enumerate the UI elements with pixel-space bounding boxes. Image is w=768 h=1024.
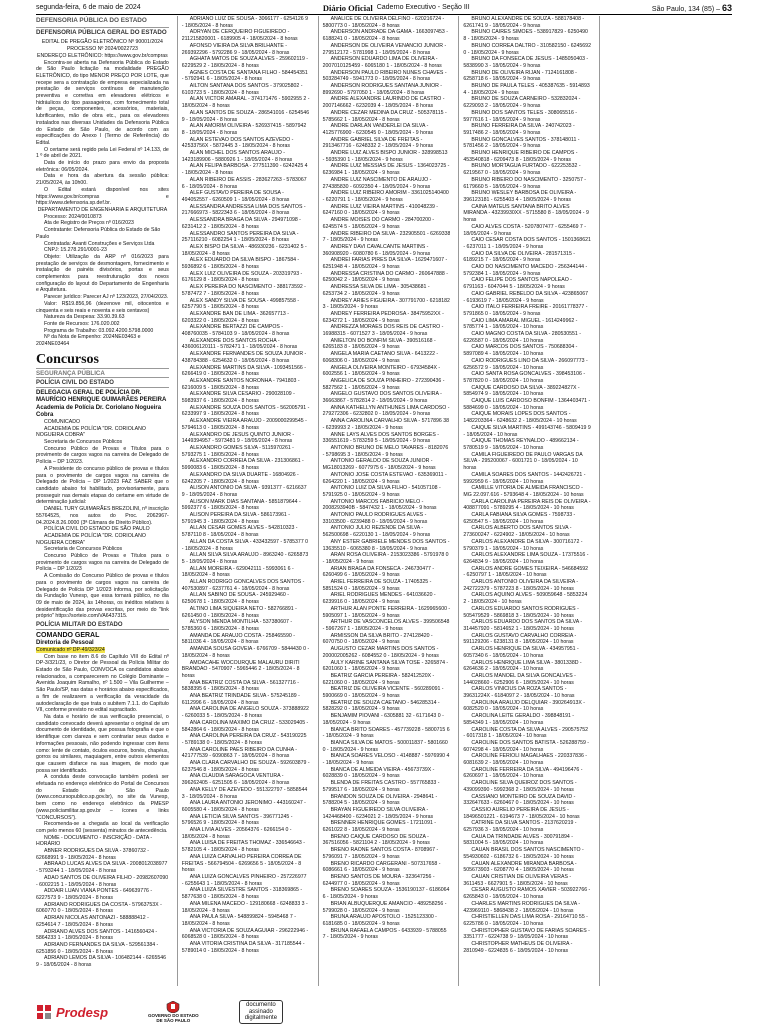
list-item: ANDRE LUIZ MESSIAS DE JESUS - 1364023725 - 6236984 1 - 18/05/2024 - 9 horas — [322, 163, 450, 177]
list-item: CAIO DO NASCIMENTO MACEDO - 256344144 - 5792384 1 - 18/05/2024 - 9 horas — [463, 264, 588, 277]
header-title-group — [323, 3, 470, 13]
list-item: CARLOS EDUARDO DOS SANTOS DA SILVA - 314457920 - 5814652 1 - 18/05/2024 - 10 horas — [463, 619, 583, 632]
list-item: AGNES COSTA DE SANTANA FILHO - 584454351 - 5792941 6 - 18/05/2024 - 8 horas — [181, 69, 308, 83]
signed-line-3: digitalmente — [244, 1015, 278, 1022]
comunicado-paragraph: Secretaria de Concursos Públicos — [44, 546, 123, 553]
list-item: CAIO ALVES COSTA - 5207807477 - 6255469 7 - 18/05/2024 - 9 horas — [463, 223, 586, 237]
list-item: BRUNO DE OLIVEIRA RIJAN - 7124161808 - 6258718 6 - 18/05/2024 - 9 horas — [463, 69, 577, 83]
list-item: ANY ESTER GABRIELE MENDES DOS SANTOS - 13635510 - 6065380 8 - 18/05/2024 - 9 horas — [322, 538, 450, 552]
list-item: CHRISTOPHER GUSTAVO DE FARIAS SOARES - 3351777 - 6224738 9 - 18/05/2024 - 10 horas — [463, 927, 590, 941]
edital-line: PROCESSO Nº 2024/0022723 — [66, 46, 138, 53]
list-item: ADRIANO ALVES DOS SANTOS - 1416560424 - 5864233 1 - 18/05/2024 - 8 horas — [36, 928, 158, 942]
list-item: CAROLINA LEITE GERALDO - 398848191 - 5854349 1 - 18/05/2024 - 10 horas — [463, 713, 575, 726]
pm-paragraph: Com base no item 8.6 do Capítulo VIII do Edital nº DP-3/321/23, o Diretor de Pessoal da Polícia Militar do Estado de São Paulo, CONVOCA os candidatos abaixo relacionados, a comparecerem no Colégio Dominante – Avenida Joaquim Ramalho, nº 1.500 – Vila Guilherme – São Paulo/SP, nas datas e horários abaixo especificados, a fim de realizarem a verificação da veracidade da autodeclaração de que trata o subitem 7.1.1. do Capítulo VII, conforme previsto no edital supracitado. — [36, 653, 169, 714]
list-item: BENJAMIM PIOVANI - 6305881 32 - 6171643 0 - 18/05/2024 - 9 horas — [322, 713, 444, 726]
column-3 — [318, 16, 451, 986]
list-item: ADRYAN DE CERQUEIRO FIGUEIREDO - 211215820001 - 6189905 4 - 18/05/2024 - 8 horas — [181, 29, 298, 43]
column-4 — [458, 16, 591, 986]
list-item: ALEX BISPO DA SILVA - 486930236 - 6231402 5 - 18/05/2024 - 8 horas — [181, 243, 307, 257]
list-item: ALEX LUIZ OLIVEIRA DE SOUZA - 203319793 - 6176129 8 - 18/05/2024 - 8 horas — [181, 270, 303, 284]
list-item: BRUNO RIBEIRO DO NASCIMENTO - 3250757 - 6179660 5 - 18/05/2024 - 9 horas — [463, 176, 587, 190]
list-item: ANTONIO GERALDO DE SOUZA JUNIOR - MG18013269 - 6077975 6 - 18/05/2024 - 9 horas — [322, 458, 436, 472]
list-item: CAIO MARCOS DOS SANTOS - 750688304 - 5897089 4 - 18/05/2024 - 10 horas — [463, 344, 578, 358]
edital-paragraph: Data e hora da abertura da sessão pública: 21/05/2024, às 10h00. — [36, 173, 169, 187]
list-item: CAIO SANTA ROSA GONCALVES - 398453106 - 5787820 0 - 18/05/2024 - 10 horas — [463, 371, 586, 384]
list-item: ANDERSON ANDRADE DA GAMA - 1663097453 - 6188241 0 - 18/05/2024 - 8 horas — [322, 29, 448, 43]
list-item: ANTONIO JULIO REZENDE DA SILVA - 562500698 - 6220130 1 - 18/05/2024 - 9 horas — [322, 525, 431, 539]
list-item: ANNE LAYS ALVES DOS SANTOS BORGES - 336551619 - 5783259 5 - 18/05/2024 - 9 horas — [322, 431, 439, 445]
list-item: ARMISSON DA SILVA BRITO - 274128420 - 6070750 0 - 18/05/2024 - 9 horas — [322, 632, 433, 646]
list-item: ANDRE LUIZ ALVES BISPO JUNIOR - 328998513 - 5935390 1 - 18/05/2024 - 9 horas — [322, 150, 448, 163]
list-item: BRUNO DE SOUZA CARNEIRO - 532832024 - 6229093 2 - 18/05/2024 - 9 horas — [463, 96, 581, 110]
edital-paragraph: Data de início do prazo para envio da proposta eletrônica: 06/05/2024. — [36, 160, 169, 173]
list-item: ADRIANO LUIZ DE SOUSA - 3066177 - 6254126 9 - 18/05/2024 - 8 horas — [181, 16, 309, 29]
list-item: ALAN RIBEIRO DE ASSIS - 283627263 - 5783067 6 - 18/05/2024 - 8 horas — [181, 176, 307, 190]
list-item: ANDREY FERREIRA PEDROSA - 38475952XX - 6234272 1 - 18/05/2024 - 9 horas — [322, 310, 444, 324]
list-item: BRENO SANTOS DE MOURA - 323647256 - 6244977 0 - 18/05/2024 - 9 horas — [322, 874, 435, 887]
comunicado-paragraph: A Presidente do concurso público de provas e títulos para o provimento de cargos vagos na carreira de Delegado de Polícia – DP 1/2023 FAZ SABER que o candidato abaixo foi habilitado, provisoriamente, para prosseguir nas demais etapas do certame em virtude de determinação judicial: — [36, 465, 169, 506]
list-item: ARTHUR ALAN PONTE FERREIRA - 1629965600 - 5905097 1 - 18/05/2024 - 9 horas — [322, 605, 451, 619]
list-item: ANDRE MOISES DO CARMO - 284700200 - 6245574 5 - 18/05/2024 - 9 horas — [322, 217, 435, 230]
candidate-list — [182, 16, 310, 954]
list-item: ANGELA OLIVEIRA MONTEIRO - 67934584X - 6002556 1 - 18/05/2024 - 9 horas — [322, 364, 441, 378]
list-item: ALISON MARK DIAS SANTANA - 5851879644 - 5992377 6 - 18/05/2024 - 8 horas — [181, 498, 301, 512]
list-item: AILTON SANTANA DOS SANTOS - 379025802 - 6103723 5 - 18/05/2024 - 8 horas — [181, 83, 303, 96]
list-item: ANA CLAUDIA SARAGOCA VENTURA - 396262405 - 6251505 6 - 18/05/2024 - 8 horas — [181, 773, 290, 787]
location-volume: São Paulo, 134 (85) — [651, 5, 715, 13]
list-item: ALISON ANTONIO DA SILVA - 9391377 - 6216637 9 - 18/05/2024 - 8 horas — [181, 485, 307, 498]
list-item: CAROLINE FERREIRA DA SILVA - 494196476 - 6260697 1 - 18/05/2024 - 10 horas — [463, 766, 583, 780]
list-item: AUGUSTO CEZAR MARTINS DOS SANTOS - 200002005262 - 6084552 0 - 18/05/2024 - 9 horas — [322, 646, 439, 659]
list-item: BRENNER HENRIQUE GOMES - 17211091 - 6261022 8 - 18/05/2024 - 9 horas — [322, 820, 437, 834]
list-item: ANA VICTORIA DE SOUZA AGUIAR - 296222946 - 6068528 0 - 18/05/2024 - 8 horas — [181, 927, 309, 941]
list-item: ANDREY ARIES FIGUEIRA - 307791700 - 6218182 3 - 18/05/2024 - 9 horas — [322, 297, 450, 311]
list-item: ANDERSON PAULO RIBEIRO NUNES CHAVES - 503284749 - 5941773 0 - 18/05/2024 - 8 horas — [322, 69, 447, 83]
columns — [36, 16, 732, 986]
list-item: BIANCA SOARES VELOSO - 4148887 - 5976990 4 - 18/05/2024 - 9 horas — [322, 753, 450, 767]
list-item: CAROLINA ARAUJO DELQUIAR - 390264913X - 6082520 0 - 18/05/2024 - 10 horas — [463, 699, 585, 713]
list-item: CAIQUE CARDOSO DA SILVA - 389224827X - 5854974 9 - 18/05/2024 - 10 horas — [463, 384, 580, 398]
list-item: CAROLINE SILVA QUEIROZ DOS SANTOS - 439099390 - 5992368 2 - 18/05/2024 - 10 horas — [463, 780, 577, 793]
journal-name: Diário Oficial — [322, 2, 373, 13]
list-item: CAROLINE DOS SANTOS BATISTA - 526288759 - 6074298 4 - 18/05/2024 - 10 horas — [463, 739, 590, 753]
list-item: ADRIANO FERNANDES DA SILVA - 529561384 - 6251856 0 - 18/05/2024 - 8 horas — [36, 941, 159, 955]
list-item: CAIO CESAR COSTA DOS SANTOS - 1501368621 - 6237011 1 - 18/05/2024 - 9 horas — [463, 237, 591, 250]
list-item: ALEXANDRE MARTINS DA SILVA - 1093451566 - 6266419 0 - 18/05/2024 - 8 horas — [181, 364, 306, 378]
list-item: AMANDA DE ARAUJO COSTA - 258465590 - 5811036 4 - 18/05/2024 - 8 horas — [181, 632, 295, 646]
list-item: CESAR AUGUSTO RAMOS XAVIER - 503922766 - 6265843 0 - 18/05/2024 - 10 horas — [463, 887, 591, 901]
comunicado-paragraph: Secretaria de Concursos Públicos — [44, 439, 123, 446]
list-item: CAIQUE THOMAS REYNALDO - 489662134 - 5780519 9 - 18/05/2024 - 10 horas — [463, 438, 579, 451]
list-item: ADRIANO LEMOS DA SILVA - 106482144 - 6265546 9 - 18/05/2024 - 8 horas — [36, 955, 167, 969]
list-item: ALEX SANDY SILVA DE SOUSA - 499857558 - 6257790 5 - 18/05/2024 - 8 horas — [181, 297, 300, 311]
extract-paragraph: Programa de Trabalho: 03.092.4200.5798.0000 — [44, 327, 154, 334]
list-item: BIANCA SILVA DE MATOS - 500011837 - 5801660 0 - 18/05/2024 - 9 horas — [322, 739, 448, 753]
list-item: ALESSANDRO SANTOS PEREIRA DA SILVA - 257116210 - 6082254 1 - 18/05/2024 - 8 horas — [181, 230, 299, 244]
list-item: ANA CAROLINA DE ANGELO SOUZA - 373888922 - 6260033 5 - 18/05/2024 - 8 horas — [181, 706, 309, 720]
candidate-list — [323, 16, 451, 941]
comunicado-paragraph: COMUNICADO — [44, 418, 81, 425]
list-item: ARIEL RODRIGUES MENDES - 641036620 - 6239916 0 - 18/05/2024 - 9 horas — [322, 592, 436, 606]
edital-paragraph: Encontra-se aberta na Defensoria Pública do Estado de São Paulo licitação na modalidade PREGÃO ELETRÔNICO, do tipo MENOR PREÇO POR LOTE, que recepe sera a contratação de empresa especializada na prestação de serviços contínuos de manutenção preventiva e corretiva em elevadores elétricos e hidráulicos do tipo passageiros, com fornecimento total de peças, componentes, acessórios, materiais, lubrificantes, mão de obra etc., para os elevadores instalados nas diversas Unidades da Defensoria Pública do Estado de São Paulo, de acordo com as especificações do Anexo I (Termo de Referência) do Edital. — [36, 59, 169, 146]
list-item: CARLOS ALEXANDRE DA SILVA - 300716172 - 5790379 1 - 18/05/2024 - 10 horas — [463, 538, 583, 552]
page-footer — [36, 1000, 732, 1024]
concursos-heading: Concursos — [36, 352, 169, 369]
list-item: CAUAN CRISTIAN DE OLIVEIRA VERAS - 3611453 - 6627901 5 - 18/05/2024 - 10 horas — [463, 874, 572, 887]
list-item: ARAN ROSA OLIVEIRA - 2153023386 - 5791978 0 - 18/05/2024 - 9 horas — [322, 552, 449, 565]
list-item: ANA LUIZA SILVESTRE SANTOS - 318369865 - 5877638 0 - 18/05/2024 - 8 horas — [181, 887, 303, 901]
list-item: BEATRIZ DE OLIVEIRA VICENTE - 560289091 - 5900669 0 - 18/05/2024 - 9 horas — [322, 686, 444, 700]
list-item: CARLOS EDUARDO SANTOS RODRIGUES - 505479529 - 5869818 3 - 18/05/2024 - 10 horas — [463, 605, 579, 619]
list-item: ANALICE DE OLIVEIRA DELFINO - 620216724 - 5800773 0 - 18/05/2024 - 8 horas — [322, 16, 445, 29]
list-item: BRANDON SOUZA DE OLIVEIRA - 2948641 - 5788204 5 - 18/05/2024 - 9 horas — [322, 793, 438, 807]
list-item: ALAN AMORIM OLIVEIRA - 526937415 - 5897942 8 - 18/05/2024 - 8 horas — [181, 123, 307, 136]
list-item: ANA PAULA SILVA - 548899824 - 5945468 7 - 18/05/2024 - 8 horas — [181, 914, 296, 927]
extract-paragraph: Fonte de Recursos: 176.020.002 — [44, 320, 120, 327]
list-item: ANDRE GABRIEL SILVA DE FREITAS - 2913467716 - 6248332 2 - 18/05/2024 - 9 horas — [322, 136, 434, 150]
list-item: ANTONIO PAULO RODRIGUES ALVES - 33103500 - 6239488 0 - 18/05/2024 - 9 horas — [322, 512, 428, 525]
extract-line: Contratada: Avanti Construções e Serviços Ltda — [44, 240, 155, 247]
list-item: BRUNA RAFAELA CAMPOS - 6433939 - 5788055 7 - 18/05/2024 - 9 horas — [322, 927, 447, 941]
list-item: AGHATA MATOS DE SOUZA ALVES - 259602119 - 6229529 2 - 18/05/2024 - 8 horas — [181, 56, 308, 69]
list-item: ANA LETICIA SILVA SANTOS - 396771245 - 5796526 9 - 18/05/2024 - 8 horas — [181, 813, 293, 827]
extract-line: Ata de Registro de Preços nº 016/2023 — [44, 220, 134, 227]
list-item: ANDRE DARLAN VANDERLEI DA SILVA - 4125776900 - 6230545 0 - 18/05/2024 - 9 horas — [322, 123, 434, 136]
list-item: ALEF GUSTAVO PEREIRA DE SOUSA - 494052557 - 6260509 1 - 18/05/2024 - 8 horas — [181, 190, 290, 203]
list-item: BEATRIZ DE SOUZA CAETANO - 546285314 - 5828292 0 - 18/05/2024 - 9 horas — [322, 699, 440, 713]
list-item: ANDRE LUIZ RIBEIRO AMORIM - 3361025140400 - 6220791 1 - 18/05/2024 - 9 horas — [322, 190, 449, 203]
list-item: CAUA DA TRINDADE ALVES - 300791894 - 5831004 5 - 18/05/2024 - 10 horas — [463, 833, 573, 847]
column-5 — [599, 16, 732, 986]
list-item: CARLOS ALBERTO DOS SANTOS SILVA - 273600247 - 6224902 - 18/05/2024 - 10 horas — [463, 525, 572, 539]
list-item: BRENO RAONE SANTOS COSTA - 8708967 - 5796091 7 - 18/05/2024 - 9 horas — [322, 847, 439, 860]
list-item: ANDERSON RODRIGUES SANTANA JUNIOR - 8992690 - 5797050 1 - 18/05/2024 - 8 horas — [322, 83, 443, 96]
policia-civil-heading: POLÍCIA CIVIL DO ESTADO — [36, 380, 169, 388]
academia-title: Academia de Polícia Dr. Coriolano Nogueira Cobra — [36, 404, 162, 418]
list-item: ANA LAURA ANTONIO JERONIMO - 443160247 - 6005580 4 - 18/05/2024 - 8 horas — [181, 800, 306, 813]
comunicado-paragraph: ACADEMIA DE POLÍCIA "DR. CORIOLANO NOGUEIRA COBRA" — [36, 425, 146, 439]
extract-paragraph: Valor: R$19.856,96 (dezenove mil, oitocentos e cinquenta e seis reais e noventa e seis centavos) — [36, 300, 169, 314]
list-item: ANDRE LUIZ NASCIMENTO DE ARAUJO - 274385830 - 6092350 4 - 18/05/2024 - 9 horas — [322, 176, 432, 190]
list-item: CARLOS VINICIUS DA ROZA SANTOS - 39631224X - 6184097 2 - 18/05/2024 - 10 horas — [463, 686, 575, 700]
list-item: ALEX PEREIRA DO NASCIMENTO - 388173592 - 5787472 7 - 18/05/2024 - 8 horas — [181, 284, 306, 297]
gov-text-2: DE SÃO PAULO — [156, 1018, 191, 1023]
list-item: CAIQUE MORAIS LOPES DOS SANTOS - 1482203364 - 6248632 2 - 18/05/2024 - 10 horas — [463, 411, 577, 425]
list-item: ANGELO GUSTAVO DOS SANTOS OLIVEIRA - 36663867 - 5782814 2 - 18/05/2024 - 9 horas — [322, 391, 442, 405]
candidate-list — [36, 848, 169, 969]
list-item: BRENO CAIQUE CARDOSO DE SOUZA - 367516056 - 5821104 2 - 18/05/2024 - 9 horas — [322, 833, 430, 847]
edital-line: ENDEREÇO ELETRÔNICO: https://www.gov.br/compras — [37, 52, 168, 59]
list-item: CARLOS AQUINO ALVES - 509059648 - 5853224 2 - 18/05/2024 - 10 horas — [463, 592, 588, 606]
list-item: ANDRE CEZAR MEDINA DA CRUZ - 505378115 - 5785662 1 - 18/05/2024 - 8 horas — [322, 109, 447, 123]
list-item: AFONSO VIEIRA DA SILVA BRILHANTE - 269392296 - 5792286 9 - 18/05/2024 - 8 horas — [181, 42, 290, 56]
gov-crest-icon — [166, 1001, 180, 1013]
comunicado-paragraph: POLÍCIA CIVIL DO ESTADO DE SÃO PAULO — [44, 526, 150, 533]
list-item: ANA LUISA DE FREITAS THOMAZ - 336546643 - 5782105 4 - 18/05/2024 - 8 horas — [181, 840, 305, 854]
list-item: ABRAAO LUCAS ALVES DA SILVA - 2008012038977 - 5793244 1 - 18/05/2024 - 8 horas — [36, 861, 168, 875]
list-item: ALTINO LIMA SIQUEIRA NETO - 582766891 - 6261450 0 - 18/05/2024 - 8 horas — [181, 605, 297, 619]
list-item: BLENDA DE FREITAS CASTRO - 557765833 - 5799517 6 - 18/05/2024 - 9 horas — [322, 780, 440, 793]
list-item: ANGELICA DE SOUZA PINHEIRO - 272390436 - 5827562 1 - 18/05/2024 - 9 horas — [322, 377, 445, 391]
comunicado-paragraph: DANIEL TURY GUIMARÃES BREZOLINI, nº inscrição 55764525, nos autos do Proc. 2062967-04.2024.8.26.0000 (3ª Câmara de Direito Público). — [36, 506, 169, 526]
diretoria-title: Diretoria de Pessoal — [36, 639, 94, 646]
list-item: ALESSANDRA ANDRESSA LIMA DOS SANTOS - 217666973 - 5822343 6 - 18/05/2024 - 8 horas — [181, 203, 306, 217]
extract-line: Processo: 2024/0010873 — [44, 213, 102, 220]
list-item: CHARLES MARTINS RODRIGUES DA SILVA - 423969110 - 5868438 2 - 18/05/2024 - 10 horas — [463, 900, 581, 914]
list-item: AULY KARINE SANTANA SILVA TOSE - 3265874 - 6201060 1 - 18/05/2024 - 9 horas — [322, 659, 449, 673]
list-item: BRUNO HENRIQUE RIBEIRO DE CAMPOS - 453540818 - 6209473 8 - 18/05/2024 - 9 horas — [463, 150, 578, 163]
list-item: BRUNO GONCALVES SANTOS - 378148011 - 5781456 2 - 18/05/2024 - 9 horas — [463, 136, 580, 150]
list-item: ANDRESSA CRISTINA DO CARMO - 260647888 - 6250042 2 - 18/05/2024 - 9 horas — [322, 270, 448, 284]
list-item: ANTONIO MARCOS FABRICIO MELO - 2008293940B - 5847432 1 - 18/05/2024 - 9 horas — [322, 498, 437, 512]
list-item: BRENO RICARDO CARGERANI - 507317658 - 6086661 6 - 18/05/2024 - 9 horas — [322, 860, 441, 874]
prodesp-text: Prodesp — [56, 1004, 109, 1020]
list-item: ALEXANDRO GOMES SILVA - 5115970261 - 5793275 1 - 18/05/2024 - 8 horas — [181, 445, 294, 458]
list-item: AMANDA SOUSA GOVEIA - 6766709 - 5844430 0 - 18/05/2024 - 8 horas — [181, 646, 310, 659]
list-item: ANDERSON DE OLIVEIRA VENANCIO JUNIOR - 279512172 - 5781998 1 - 18/05/2024 - 8 horas — [322, 42, 447, 56]
list-item: BRUNO DA FONSECA DE JESUS - 1485050403 - 5838990 3 - 18/05/2024 - 9 horas — [463, 56, 589, 69]
list-item: ADRIAN NICOLAS ANTONAZI - 588888412 - 6254614 7 - 18/05/2024 - 8 horas — [36, 915, 149, 928]
list-item: BRUNO DE PAULA TELES - 405387635 - 5914893 4 - 18/05/2024 - 9 horas — [463, 83, 590, 96]
edital-paragraph: O Edital estará disponível nos sites https://www.gov.br/compras e https://www.defensoria.sp.def.br. — [36, 186, 169, 207]
list-item: ALEXANDRE BERTAZZI DE CAMPOS - 408760035 - 5784103 9 - 18/05/2024 - 8 horas — [181, 324, 290, 338]
header-date: segunda-feira, 6 de maio de 2024 — [36, 4, 141, 11]
list-item: ANA MILENA MACEDO - 129180668 - 6248833 3 - 18/05/2024 - 8 horas — [181, 900, 308, 914]
list-item: CARLOS HENRIQUE LIMA SILVA - 3801338D - 6264636 2 - 18/05/2024 - 10 horas — [463, 659, 582, 673]
list-item: ALEXANDRE SOUZA DOS SANTOS - 562005791 - 6233997 9 - 18/05/2024 - 8 horas — [181, 404, 310, 418]
highlighted-text: Comunicado nº DP-49/323/24 — [36, 646, 105, 653]
list-item: CAMILA SOARES DOS SANTOS - 1442426721 - 5992959 6 - 18/05/2024 - 10 horas — [463, 471, 586, 485]
list-item: BIANCA DE ALMEIDA VIEIRA - 45673739X - 6028839 0 - 18/05/2024 - 9 horas — [322, 766, 435, 780]
list-item: BRUNO FERREIRA DA SILVA - 240742023 - 5917486 2 - 18/05/2024 - 9 horas — [463, 123, 575, 136]
edital-line: EDITAL DE PREGÃO ELETRÔNICO Nº 90001/2024 — [41, 39, 163, 46]
list-item: ALLAN CESAR GOMES ALVES - 542810323 - 5787110 8 - 18/05/2024 - 8 horas — [181, 525, 298, 539]
comunicado-paragraph: A Comissão do Concurso Público de provas e títulos para o provimento de cargos vagos na carreira de Delegado de Polícia DP 1/2023 informa, por solicitação da Fundação Vunesp, que essa tornará público, no dia 09 de maio de 2024, às 14horas, os inéditos relativos à desidentificação das provas escritas, por meio do "link próprio" https://sorteio.com/VA6437315. — [36, 573, 169, 620]
list-item: ALEX EDUARDO DA SILVA BISPO - 1867584 - 5936892 6 - 18/05/2024 - 8 horas — [181, 257, 300, 271]
list-item: CAIQUE LUIS CARDOSO BONFIM - 1364403471 - 5884699 0 - 18/05/2024 - 10 horas — [463, 398, 591, 411]
pm-list-header: NOME - DOCUMENTO - INSCRIÇÃO - DATA - HORÁRIO — [36, 834, 153, 848]
list-item: CARLOS MANOEL DA SILVA GONCALVES - 144028660 - 6252906 6 - 18/05/2024 - 10 horas — [463, 672, 576, 686]
list-item: ARIEL FERREIRA DE SOUZA - 17405325 - 5851524 0 - 18/05/2024 - 9 horas — [322, 579, 432, 592]
list-item: CAROLINE FERIOLI MAGALHAES - 220337836 - 6081639 2 - 18/05/2024 - 10 horas — [463, 753, 588, 767]
list-item: BRUNO MORTAGUA FURTADO - 622253532 - 6219567 0 - 18/05/2024 - 9 horas — [463, 163, 581, 177]
list-item: CAIO DA SILVA DE OLIVEIRA - 281571315 - 6189215 7 - 18/05/2024 - 9 horas — [463, 250, 575, 264]
list-item: AMOACAHE WOCOURQUE MALAURU DIRITI BRANDAO - 5470907 - 5965446 2 - 18/05/2024 - 8 horas — [181, 659, 300, 679]
list-item: ALESSANDRA BRAGA DA SILVA - 294971098 - 6231412 2 - 18/05/2024 - 8 horas — [181, 217, 301, 230]
edital-paragraph: O certame será regido pela Lei Federal nº 14.133, de 1 º de abril de 2021. — [36, 146, 169, 160]
list-item: ALEXANDRE VIEIRA ARAUJO - 2009000299545 - 5794613 0 - 18/05/2024 - 8 horas — [181, 418, 307, 431]
list-item: ANA CLARA CARVALHO DE SOUZA - 592603879 - 6237546 8 - 18/05/2024 - 8 horas — [181, 760, 310, 773]
list-item: BRENO SOARES SOUZA - 1536190137 - 6186064 6 - 18/05/2024 - 9 horas — [322, 887, 450, 901]
extract-line: DEPARTAMENTO DE ENGENHARIA E ARQUITETURA — [37, 206, 168, 213]
prodesp-logo — [36, 1004, 108, 1020]
list-item: ANA LIVIA ALVES - 20564376 - 6266154 0 - 18/05/2024 - 8 horas — [181, 827, 292, 840]
comando-geral-title: COMANDO GERAL — [36, 631, 100, 639]
section-defensoria: DEFENSORIA PÚBLICA DO ESTADO — [36, 18, 169, 28]
list-item: ALAN MICHEL DOS SANTOS ARAUJO - 1423189906 - 5880926 1 - 18/05/2024 - 8 horas — [181, 150, 293, 163]
list-item: ALEXANDRO CORREIA DA SILVA - 231306861 - 5990083 6 - 18/05/2024 - 8 horas — [181, 458, 304, 472]
signed-line-1: documento — [246, 1002, 276, 1009]
list-item: ALEXANDRE SANTOS NORONHA - 7941803 - 6216009 5 - 18/05/2024 - 8 horas — [181, 377, 300, 391]
list-item: BRUNO CAIRES SIMOES - 538917829 - 6250490 8 - 18/05/2024 - 9 horas — [463, 29, 588, 43]
signed-badge — [239, 1000, 283, 1024]
comunicado-paragraph: Concurso Público de Provas e Títulos para o provimento de cargos vagos na carreira de Delegado de Polícia – DP 1/2023. — [36, 445, 169, 466]
list-item: CHRISTOPHER MATHEUS DE OLIVEIRA - 2810949 - 6224835 6 - 18/05/2024 - 10 horas — [463, 941, 573, 954]
list-item: CARLOS ALEXANDRE LIMA SOUZA - 17375516 - 6264834 9 - 18/05/2024 - 10 horas — [463, 552, 589, 565]
list-item: ADAO SANTOS DE OLIVEIRA FILHO - 20982607090 - 6002215 1 - 18/05/2024 - 8 horas — [36, 874, 169, 888]
list-item: ANA VITORIA CRISTINA DA SILVA - 317185544 - 5789014 0 - 18/05/2024 - 8 horas — [181, 941, 305, 954]
list-item: ANTONIO BRUNO DE MELO TAVARES - 8182076 - 5798695 3 - 18/05/2024 - 9 horas — [322, 445, 449, 458]
list-item: BRUNO DOS SANTOS TELES - 308065516 - 5977616 1 - 18/05/2024 - 9 horas — [463, 109, 578, 123]
list-item: ALEXANDRO DA SILVA DUARTE - 16804926 - 6242205 7 - 18/05/2024 - 8 horas — [181, 471, 299, 485]
list-item: ALEXANDRE DOS SANTOS ROCHA - 436006120111 - 5782471 1 - 18/05/2024 - 8 horas — [181, 337, 298, 351]
page-number: 63 — [721, 2, 732, 13]
list-item: CAMILLE VITORIA DE ALMEIDA FRANCISCO - MG 22.097.616 - 5793648 4 - 18/05/2024 - 10 horas — [463, 485, 584, 498]
list-item: ALEXANDRE BAN DE LIMA - 362657713 - 6203322 0 - 18/05/2024 - 8 horas — [181, 310, 289, 324]
list-item: ABNER RODRIGUES DA SILVA - 37860732 - 62668991 9 - 18/05/2024 - 8 horas — [36, 848, 150, 861]
header-right — [652, 3, 732, 13]
list-item: BRUNO ALEXANDRE DE SOUZA - 588178408 - 6261741 9 - 18/05/2024 - 9 horas — [463, 16, 585, 29]
list-item: CAIQUE SILVA MARTINS - 499143746 - 5809419 9 - 18/05/2024 - 10 horas — [463, 424, 591, 438]
page-sep: – — [716, 5, 721, 13]
list-item: BRUNA ARAUJO APOSTOLO - 1525123300 - 6181685 0 - 18/05/2024 - 9 horas — [322, 914, 437, 927]
candidate-list — [463, 16, 591, 954]
extract-paragraph: Nº da Nota de Empenho: 2024NE03463 e 2024NE03464 — [36, 334, 141, 348]
list-item: ANIELTON DO BONFIM SILVA - 390516168 - 6265183 8 - 18/05/2024 - 9 horas — [322, 337, 436, 351]
extract-line: CNPJ: 15.278.291/0001-23 — [44, 247, 107, 254]
list-item: ALISON PEREIRA DA SILVA - 586173961 - 5791945 3 - 18/05/2024 - 8 horas — [181, 512, 290, 525]
list-item: ANA BEATRIZ COSTA DA SILVA - 561327716 - 5838395 6 - 18/05/2024 - 8 horas — [181, 679, 299, 693]
pm-paragraph: A conduta deste convocação também poderá ser efetuada no endereço eletrônico do Portal de Concursos do Estado de São Paulo (www.concursopublico.sp.gov.br), no site da Vunesp, bem como no endereço eletrônico da PMESP (www.policiamilitar.sp.gov.br – ícones e links "CONCURSOS"). — [36, 774, 169, 821]
list-item: ANA LUIZA GONCALVES PINHEIRO - 257226977 - 6255643 1 - 18/05/2024 - 8 horas — [181, 874, 307, 887]
pm-paragraph: Na data e horário de sua verificação presencial, o candidato convocado deverá apresentar o original de um documento de identidade, que possua fotografia e que o identifique com clareza e sem contrariar seus dados e informações pessoais, não podendo ingressar com itens como: lente de contato, óculos escuros, bonés, chapéus, gorros ou similares, maquiagem, entre outros elementos que causem disfarce na sua imagem, de modo que possa ser identificado. — [36, 714, 169, 774]
list-item: ALAN SANTOS DE SOUZA - 286541016 - 6254546 9 - 18/05/2024 - 8 horas — [181, 109, 310, 123]
list-item: CARLOS GUSTAVO CARVALHO CORREIA - 591129206 - 6238131 8 - 18/05/2024 - 10 horas — [463, 632, 577, 646]
policia-militar-heading: POLÍCIA MILITAR DO ESTADO — [36, 622, 169, 630]
list-item: ADDAIR LUAN VIANA PONTES - 649639776 - 6227573 9 - 18/05/2024 - 8 horas — [36, 888, 153, 901]
list-item: CAROLINE COSTA DA SILVA ALVES - 290575752 - 6017318 1 - 18/05/2024 - 10 horas — [463, 726, 589, 740]
list-item: CATRINE DA SILVA SANTOS - 2137620219 - 6257936 3 - 18/05/2024 - 10 horas — [463, 820, 577, 834]
list-item: ANA LUIZA CARVALHO PEREIRA CORREA DE FREITAS - 566794504 - 6269656 5 - 18/05/2024 - 8 horas — [181, 853, 302, 874]
list-item: ANA CAROLINA PEREIRA DA CRUZ - 543190225 - 5789138 0 - 18/05/2024 - 8 horas — [181, 733, 307, 746]
list-item: CASSIANO MONTEIRO DE SOUZA DAVID - 332647633 - 6260467 0 - 18/05/2024 - 10 horas — [463, 793, 576, 807]
signed-line-2: assinado — [248, 1008, 273, 1015]
comunicado-dp-ref — [36, 647, 169, 654]
extract-line: Contratante: Defensoria Pública do Estado de São Paulo — [36, 227, 161, 240]
list-item: CAIO RODRIGUES LINO DA SILVA - 266097773 - 6256572 9 - 18/05/2024 - 10 horas — [463, 357, 588, 371]
list-item: ANA CAROLINA MAXIMO DA CRUZ - 533029405 - 5842864 6 - 18/05/2024 - 8 horas — [181, 719, 309, 733]
list-item: ANTONIO JOSE COSTA ESTEVAO - 635369011 - 6264220 1 - 18/05/2024 - 9 horas — [322, 471, 447, 485]
list-item: ANGELA MARIA CAETANO SILVA - 6413222 - 6068306 0 - 18/05/2024 - 9 horas — [322, 351, 439, 364]
gov-text-1: GOVERNO DO ESTADO — [148, 1013, 199, 1018]
list-item: ALLAN SABINO DE SOUSA - 245929460 - 6250678 1 - 18/05/2024 - 8 horas — [181, 592, 289, 606]
list-item: ANDRE RIBEIRO DA SILVA - 232905501 - 6269338 7 - 18/05/2024 - 9 horas — [322, 230, 451, 244]
list-item: CAIO LIMA AMARAL MIGUEL - 1614249962 - 5785774 1 - 18/05/2024 - 10 horas — [463, 317, 578, 331]
list-item: ANDRE ALEXANDRE LAURINDO DE CASTRO - 2007146662 - 6232039 4 - 18/05/2024 - 8 horas — [322, 96, 445, 110]
list-item: CAIO ITALO FERREIRA FREIRE - 20161778377 - 5791865 0 - 18/05/2024 - 9 horas — [463, 304, 588, 317]
list-item: ANA BEATRIZ TRINDADE SILVA - 575245189 - 6112996 6 - 18/05/2024 - 8 horas — [181, 693, 300, 706]
list-item: ANDRESSA SILVA DE LIMA - 305438681 - 6253734 2 - 18/05/2024 - 9 horas — [322, 284, 430, 297]
list-item: ADRIANO RODRIGUES DA COSTA - 57963753X - 6060770 0 - 18/05/2024 - 8 horas — [36, 901, 162, 915]
list-item: CAUAN ALEXANDRE MIRANDA BARBOSA - 505673903 - 6208770 4 - 18/05/2024 - 10 horas — [463, 860, 577, 874]
list-item: CAINA MATEUS SANTANA BRITO ALVES MIRANDA - 43239930XX - 5715580 8 - 18/05/2024 - 9 horas — [463, 203, 589, 224]
list-item: ALLAN DA COSTA SILVA - 433432597 - 5785377 0 - 18/05/2024 - 8 horas — [181, 538, 309, 552]
list-item: CAUAN BRASIL DOS SANTOS NASCIMENTO - 554930602 - 6186732 6 - 18/05/2024 - 10 horas — [463, 847, 584, 860]
list-item: ARTHUR DE VASCONCELOS ALVES - 399506548 - 5967267 1 - 18/05/2024 - 9 horas — [322, 619, 450, 632]
delegacia-title: DELEGACIA GERAL DE POLÍCIA DR. MAURÍCIO HENRIQUE GUIMARÃES PEREIRA — [36, 390, 167, 404]
list-item: BRUNO CORREA DALTRO - 310582150 - 6245692 0 - 18/05/2024 - 9 horas — [463, 42, 591, 56]
extract-paragraph: Natureza da Despesa: 33.90.39.63 — [44, 314, 125, 321]
list-item: CAIO GABRIEL REBELDO DA SILVA - 423865067 - 6193619 7 - 18/05/2024 - 9 horas — [463, 290, 589, 304]
list-item: ANDREY DAVI CAVALCANTE MARTINS - 360908920 - 6080780 6 - 18/05/2024 - 9 horas — [322, 243, 431, 257]
list-item: ANDRE LUIZ VIEIRA MARTINS - 410048239 - 6247160 0 - 18/05/2024 - 9 horas — [322, 203, 439, 217]
extract-paragraph: Objeto: Utilização da ARP nº 016/2023 para prestação de serviços de desmontagem, fornecimento e instalação de painéis divisórios, portas e seus complementos para reestruturação dos novos configuração do layout do Departamento de Engenharia e Arquitetura. — [36, 253, 169, 294]
column-2 — [177, 16, 310, 986]
list-item: ANDREZZA MORAES DOS REIS DE CASTRO - 16988315 - 6071527 3 - 18/05/2024 - 9 horas — [322, 324, 444, 338]
list-item: ALEXANDRE FERNANDES DE SOUZA JUNIOR - 438784388 - 6254632 0 - 18/05/2024 - 8 horas — [181, 351, 307, 364]
list-item: BRUNO WESLEY BARBOSA DE OLIVEIRA - 396123181 - 6255403 4 - 18/05/2024 - 9 horas — [463, 190, 577, 203]
comunicado-paragraph: ACADEMIA DE POLÍCIA "DR. CORIOLANO NOGUEIRA COBRA" — [36, 532, 146, 546]
column-1 — [36, 16, 169, 986]
list-item: ALLAN RODRIGO GONCALVES DOS SANTOS - 407530897 - 6237761 4 - 18/05/2024 - 8 horas — [181, 579, 305, 592]
list-item: CAMILA FIGUEIREDO DE PAULO VARGAS DA SILVA - 295200067 - 6001721 0 - 18/05/2024 - 10 horas — [463, 451, 583, 472]
list-item: ANA KELLY DE AZEVEDO - 551322797 - 5858544 3 - 18/05/2024 - 8 horas — [181, 786, 308, 800]
gov-logo — [148, 1001, 199, 1023]
list-item: ALAN ESTEVAO DOS SANTOS AZEVEDO - 42533756X - 5872445 3 - 18/05/2024 - 8 horas — [181, 136, 294, 150]
extract-paragraph: Parecer jurídico: Parecer AJ nº 123/2023, 27/04/2023. — [44, 294, 169, 301]
list-item: BEATRIZ GARCIA PEREIRA - 582412520X - 6221060 0 - 18/05/2024 - 9 horas — [322, 672, 435, 686]
list-item: BRIAN ALBUQUERQUE AMANCIO - 489258256 - 5799028 0 - 18/05/2024 - 9 horas — [322, 900, 447, 914]
list-item: CARLOS ANDRE GOMES TEIXEIRA - 546684592 - 6250797 1 - 18/05/2024 - 10 horas — [463, 565, 589, 579]
list-item: BRAYAN FIGUEIREDO SILVA OLIVEIRA - 1424468400 - 6234021 2 - 18/05/2024 - 9 horas — [322, 806, 434, 820]
subsection-defensoria: DEFENSORIA PÚBLICA GERAL DO ESTADO — [36, 28, 167, 36]
list-item: ALLAN MOREIRA - 629042111 - 5993061 6 - 18/05/2024 - 8 horas — [181, 565, 294, 579]
list-item: BIANCA BRITO SOARES - 457739228 - 5800715 6 - 18/05/2024 - 9 horas — [322, 726, 450, 740]
list-item: ALEXANDRE SILVA CESARIO - 290028109 - 5983937 6 - 18/05/2024 - 8 horas — [181, 391, 295, 405]
comunicado-paragraph: Concurso Público de Provas e Títulos para o provimento de cargos vagos na carreira de Delegado de Polícia – DP 1/2023 — [36, 553, 169, 573]
pm-paragraph: Recomenda-se a chegada ao local da verificação com pelo menos 60 (sessenta) minutos de antecedência. — [36, 821, 169, 834]
list-item: ANDERSON EDUARDO LIMA DE OLIVEIRA - 2007010125459 - 6065180 1 - 18/05/2024 - 8 horas — [322, 56, 442, 69]
prodesp-icon — [36, 1004, 52, 1020]
section-name: Caderno Executivo - Seção III — [376, 4, 470, 11]
list-item: ANDREI FARIAS PIRES DA SILVA - 1629471607 - 6251948 4 - 18/05/2024 - 9 horas — [322, 257, 448, 271]
list-item: CARLA FABIANA SILVA GOMES - 7598733 - 6250547 5 - 18/05/2024 - 10 horas — [463, 512, 576, 525]
seguranca-publica-heading: SEGURANÇA PÚBLICA — [36, 371, 169, 379]
list-item: ANTONIO LUIZ DA SILVA FILHO - 541057108 - 5791925 0 - 18/05/2024 - 9 horas — [322, 485, 441, 498]
list-item: ALYSON MENDA MONTILHA - 537380607 - 5785360 6 - 18/05/2024 - 8 horas — [181, 619, 293, 632]
list-item: ALAN VICTOR AMARAL - 374171476 - 5902955 2 - 18/05/2024 - 8 horas — [181, 96, 310, 110]
list-item: ANNA KATHELLYN ANTHUNES LIMA CARDOSO - 279272306 - 6232802 0 - 18/05/2024 - 9 horas — [322, 404, 450, 418]
list-item: CAIO MAGNO COSTA DA SILVA - 280530551 - 6226587 0 - 18/05/2024 - 10 horas — [463, 331, 581, 344]
list-item: CARLOS HENRIQUE DA SILVA - 434957951 - 6057340 6 - 18/05/2024 - 10 horas — [463, 646, 579, 659]
list-item: CAIO FELIPE DOS SANTOS NAPOLEAO - 6791163 - 6047044 5 - 18/05/2024 - 9 horas — [463, 277, 572, 291]
list-item: CARLA CAROLINA PEREIRA REIS DE OLIVEIRA - 408877091 - 5789295 4 - 18/05/2024 - 10 horas — [463, 498, 591, 512]
list-item: CASSIO AURELIO PEREIRA DE JESUS - 18496501221 - 6194673 7 - 18/05/2024 - 10 horas — [463, 806, 580, 820]
list-item: ARIAN BRAGA DA FONSECA - 246730477 - 6260499 6 - 18/05/2024 - 9 horas — [322, 565, 435, 579]
page-header — [36, 2, 732, 15]
list-item: ANNA CAROLINA CARVALHO SILVA - 5717896 38 - 6239993 2 - 18/05/2024 - 9 horas — [322, 418, 449, 431]
list-item: CARLOS ANTONIO OLIVEIRA DA SILVEIRA - 242722379 - 5787223 8 - 18/05/2024 - 10 horas — [463, 579, 579, 592]
list-item: CHRISTIELLEN DAS LIMA ROSA - 29164710 55 - 6225786 0 - 18/05/2024 - 10 horas — [463, 914, 588, 927]
list-item: ALEXANDRO DE JESUS QUINTO JUNIOR - 1449394957 - 5973481 9 - 18/05/2024 - 8 horas — [181, 431, 295, 445]
list-item: ALLAN SILVA SILVA ARAUJO - 8963240 - 6265873 5 - 18/05/2024 - 8 horas — [181, 552, 309, 565]
list-item: ANA CAROLINE PAES RIBEIRO DA CUNHA - 421777539 - 6090863 7 - 18/05/2024 - 8 horas — [181, 746, 297, 760]
list-item: ALAN FELIPA BARBOSA - 277511390 - 6242425 4 - 18/05/2024 - 8 horas — [181, 163, 308, 177]
